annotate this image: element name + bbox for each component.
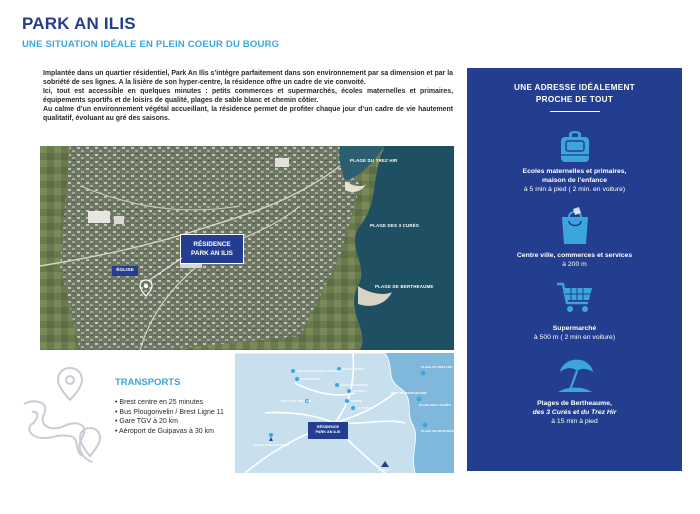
transport-item: • Aéroport de Guipavas à 30 km xyxy=(115,427,214,435)
feature-beaches-line3: à 15 min à pied xyxy=(551,418,598,425)
plan-label-ecole-privee: ÉCOLE PRIVÉE xyxy=(342,367,365,371)
intro-paragraph: Au calme d’un environnement végétal accueillant, la résidence permet de profiter chaque jour d’un cadre de vie hautement qualitatif, évoluant au gré des saisons. xyxy=(43,105,453,122)
plan-label-ecole-publique: ÉCOLE PUBLIQUE xyxy=(341,383,369,387)
residence-label-line1: RÉSIDENCE xyxy=(193,241,231,248)
page-subtitle: UNE SITUATION IDÉALE EN PLEIN COEUR DU BOURG xyxy=(22,39,280,50)
feature-schools-line3: à 5 min à pied ( 2 min. en voiture) xyxy=(523,186,626,193)
map-label-trez-hir: PLAGE DU TREZ HIR xyxy=(350,158,398,163)
proximity-panel xyxy=(467,68,682,471)
intro-paragraph: Implantée dans un quartier résidentiel, Park An Ilis s’intègre parfaitement dans son environnement par sa dimension et par la sobriété de ses lignes. A la lisière de son hyper-centre, la résidence offre un cadre de vie convoité. xyxy=(43,70,453,86)
panel-divider xyxy=(550,111,600,112)
transport-item: • Bus Plougonvelin / Brest Ligne 11 xyxy=(115,408,224,416)
transports-title: TRANSPORTS xyxy=(115,377,181,388)
feature-supermarket xyxy=(467,324,682,342)
beach-umbrella-icon xyxy=(556,356,594,394)
feature-supermarket-line2: à 500 m ( 2 min en voiture) xyxy=(533,334,616,341)
plan-residence-line1: RÉSIDENCE xyxy=(316,425,340,429)
feature-schools-line1: Ecoles maternelles et primaires, xyxy=(522,168,627,175)
plan-label-mairie: MAIRIE xyxy=(351,399,362,403)
plan-label-espace: ESPACE CULTUREL KERNUST xyxy=(297,369,342,373)
feature-supermarket-line1: Supermarché xyxy=(552,325,597,332)
plan-label-super-u: SUPER U xyxy=(353,389,367,393)
page-title: PARK AN ILIS xyxy=(22,14,136,33)
feature-town-centre xyxy=(467,251,682,269)
shopping-cart-icon xyxy=(555,281,595,315)
eglise-label: ÉGLISE xyxy=(112,266,138,276)
plan-label-trois-cures: PLAGE DES 3 CURÉS xyxy=(419,403,451,407)
plan-label-fort: FORT DE BERTHEAUME xyxy=(391,391,427,395)
plan-label-trez-hir: PLAGE DU TREZ HIR xyxy=(421,365,452,369)
plan-map xyxy=(235,353,459,473)
transport-item: • Gare TGV à 20 km xyxy=(115,418,179,426)
map-label-bertheaume: PLAGE DE BERTHEAUME xyxy=(375,284,434,289)
feature-town-centre-line2: à 200 m xyxy=(562,261,587,268)
plan-label-brest: BREST xyxy=(379,468,390,472)
plan-label-pointe: POINTE SAINT-MATHIEU xyxy=(253,443,289,447)
feature-beaches-line2: des 3 Curés et du Trez Hir xyxy=(532,409,617,416)
feature-schools xyxy=(467,167,682,194)
feature-beaches-line1: Plages de Bertheaume, xyxy=(537,400,612,407)
plan-label-gymnasium: GYMNASIUM xyxy=(301,377,320,381)
panel-title-line2: PROCHE DE TOUT xyxy=(535,95,614,104)
plan-label-bertheaume: PLAGE DE BERTHEAUME xyxy=(421,429,459,433)
aerial-map xyxy=(40,146,454,350)
residence-label-line2: PARK AN ILIS xyxy=(191,249,233,257)
map-label-trois-cures: PLAGE DES 3 CURÉS xyxy=(370,223,420,228)
plan-label-poste: LA POSTE xyxy=(357,406,373,410)
school-bag-icon xyxy=(558,128,592,164)
intro-text xyxy=(43,70,453,123)
map-pin-icon xyxy=(139,279,153,297)
feature-schools-line2: maison de l’enfance xyxy=(542,177,607,184)
plan-residence-line2: PARK AN ILIS xyxy=(315,430,341,434)
transports-list xyxy=(115,398,224,436)
route-pin-icon xyxy=(22,366,108,466)
panel-title xyxy=(467,82,682,106)
shopping-bag-icon xyxy=(559,207,591,245)
transport-item: • Brest centre en 25 minutes xyxy=(115,399,204,406)
feature-beaches xyxy=(467,399,682,426)
intro-paragraph: Ici, tout est accessible en quelques minutes : petits commerces et supermarchés, écoles maternelles et primaires, équipements sportifs et de loisirs de qualité, plages de sable blanc et chemin côtier. xyxy=(43,87,453,104)
plan-residence-label xyxy=(308,422,348,439)
feature-town-centre-line1: Centre ville, commerces et services xyxy=(516,252,633,259)
plan-label-salle: SALLE DU TREZ HIR xyxy=(281,399,312,403)
panel-title-line1: UNE ADRESSE IDÉALEMENT xyxy=(514,83,635,92)
